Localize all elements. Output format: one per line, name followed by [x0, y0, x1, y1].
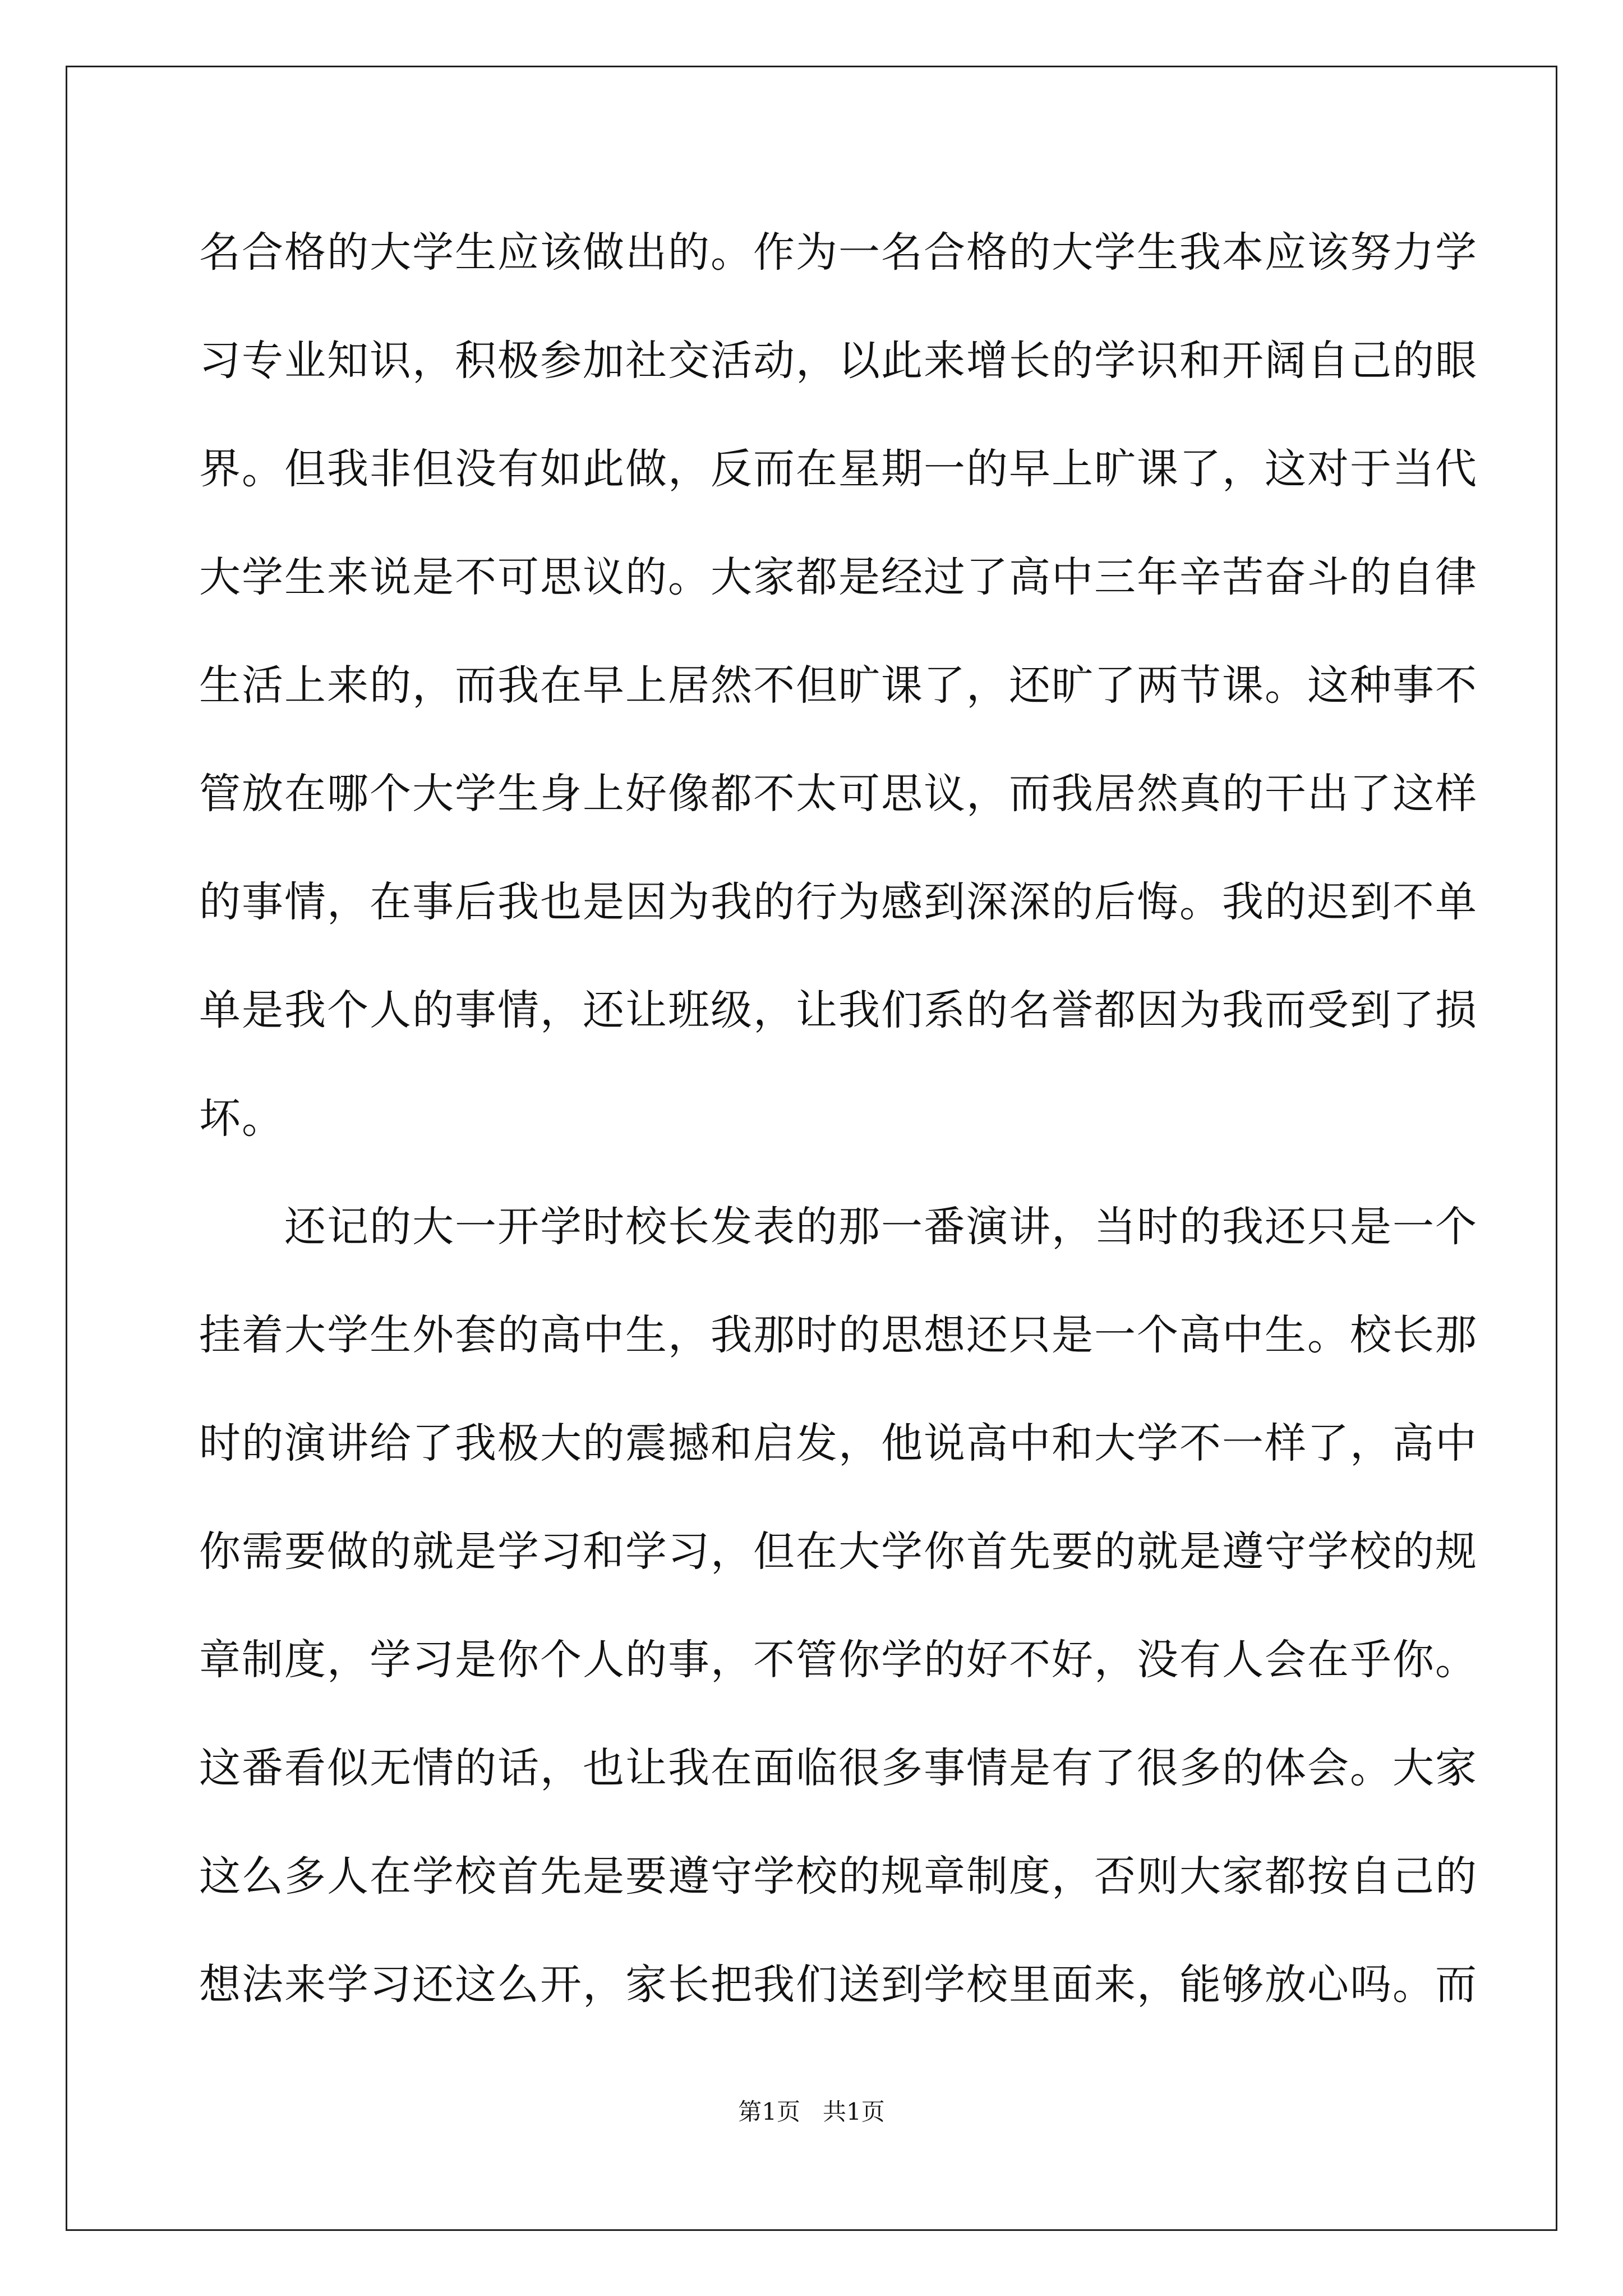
- text-line: 生活上来的，而我在早上居然不但旷课了，还旷了两节课。这种事不: [199, 661, 1478, 710]
- page-total: 共1页: [823, 2098, 885, 2125]
- text-line: 还记的大一开学时校长发表的那一番演讲，当时的我还只是一个: [199, 1203, 1478, 1251]
- text-line: 挂着大学生外套的高中生，我那时的思想还只是一个高中生。校长那: [199, 1311, 1478, 1359]
- text-line: 这番看似无情的话，也让我在面临很多事情是有了很多的体会。大家: [199, 1744, 1478, 1792]
- text-line: 单是我个人的事情，还让班级，让我们系的名誉都因为我而受到了损: [199, 986, 1478, 1034]
- text-line: 你需要做的就是学习和学习，但在大学你首先要的就是遵守学校的规: [199, 1527, 1478, 1576]
- page-footer: [0, 2098, 1623, 2126]
- page-number: 第1页: [738, 2098, 800, 2125]
- text-line: 时的演讲给了我极大的震撼和启发，他说高中和大学不一样了，高中: [199, 1419, 1478, 1467]
- document-body: [199, 219, 1478, 2059]
- text-line: 习专业知识，积极参加社交活动，以此来增长的学识和开阔自己的眼: [199, 337, 1478, 385]
- text-line: 想法来学习还这么开，家长把我们送到学校里面来，能够放心吗。而: [199, 1961, 1478, 2009]
- text-line: 名合格的大学生应该做出的。作为一名合格的大学生我本应该努力学: [199, 228, 1478, 277]
- text-line: 管放在哪个大学生身上好像都不太可思议，而我居然真的干出了这样: [199, 770, 1478, 818]
- text-line: 的事情，在事后我也是因为我的行为感到深深的后悔。我的迟到不单: [199, 878, 1478, 926]
- text-line: 界。但我非但没有如此做，反而在星期一的早上旷课了，这对于当代: [199, 445, 1478, 493]
- text-line: 大学生来说是不可思议的。大家都是经过了高中三年辛苦奋斗的自律: [199, 553, 1478, 601]
- text-line: 章制度，学习是你个人的事，不管你学的好不好，没有人会在乎你。: [199, 1636, 1478, 1684]
- text-line: 坏。: [199, 1094, 284, 1143]
- text-line: 这么多人在学校首先是要遵守学校的规章制度，否则大家都按自己的: [199, 1852, 1478, 1901]
